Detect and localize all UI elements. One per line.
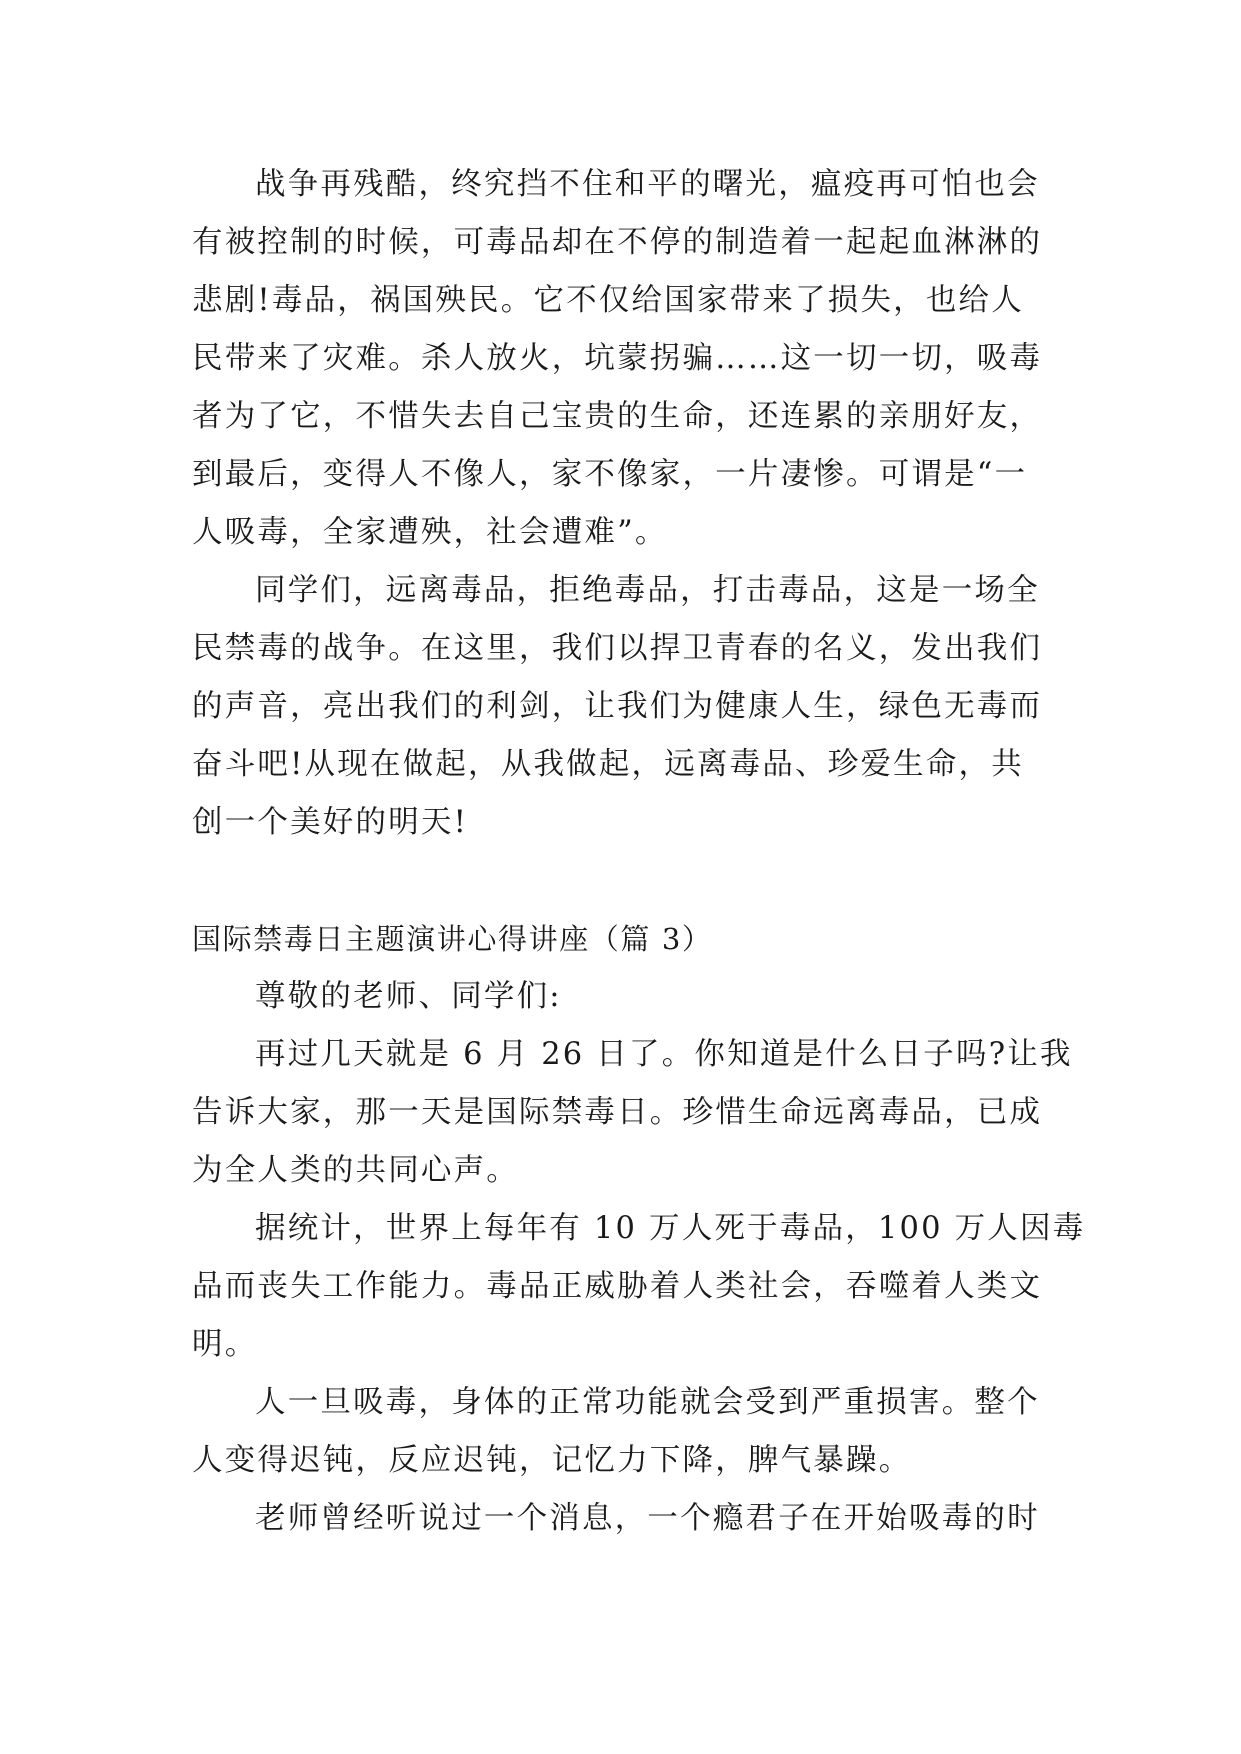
text-line: 再过几天就是 6 月 26 日了。你知道是什么日子吗?让我 bbox=[255, 1037, 1073, 1072]
text-line: 明。 bbox=[192, 1327, 258, 1362]
paragraph bbox=[192, 156, 1052, 562]
text-line: 民禁毒的战争。在这里，我们以捍卫青春的名义，发出我们 bbox=[192, 631, 1043, 666]
text-line: 到最后，变得人不像人，家不像家，一片凄惨。可谓是“一 bbox=[192, 457, 1028, 492]
text-line: 人一旦吸毒，身体的正常功能就会受到严重损害。整个 bbox=[255, 1385, 1040, 1420]
text-line: 老师曾经听说过一个消息，一个瘾君子在开始吸毒的时 bbox=[255, 1501, 1040, 1536]
text-line: 者为了它，不惜失去自己宝贵的生命，还连累的亲朋好友， bbox=[192, 399, 1043, 434]
section-heading: 国际禁毒日主题演讲心得讲座（篇 3） bbox=[192, 922, 713, 956]
text-line: 为全人类的共同心声。 bbox=[192, 1153, 519, 1188]
text-line: 创一个美好的明天! bbox=[192, 805, 469, 840]
text-line: 的声音，亮出我们的利剑，让我们为健康人生，绿色无毒而 bbox=[192, 689, 1043, 724]
paragraph bbox=[192, 1026, 1073, 1200]
text-line: 品而丧失工作能力。毒品正威胁着人类社会，吞噬着人类文 bbox=[192, 1269, 1043, 1304]
paragraph bbox=[192, 1490, 1052, 1548]
text-line: 悲剧!毒品，祸国殃民。它不仅给国家带来了损失，也给人 bbox=[192, 283, 1024, 318]
paragraph bbox=[192, 1374, 1052, 1490]
text-line: 战争再残酷，终究挡不住和平的曙光，瘟疫再可怕也会 bbox=[255, 167, 1040, 202]
paragraph bbox=[192, 1200, 1086, 1374]
text-line: 有被控制的时候，可毒品却在不停的制造着一起起血淋淋的 bbox=[192, 225, 1043, 260]
text-line: 民带来了灾难。杀人放火，坑蒙拐骗……这一切一切，吸毒 bbox=[192, 341, 1043, 376]
text-line: 人吸毒，全家遭殃，社会遭难”。 bbox=[192, 515, 668, 550]
text-line: 告诉大家，那一天是国际禁毒日。珍惜生命远离毒品，已成 bbox=[192, 1095, 1043, 1130]
spacer bbox=[192, 852, 1052, 910]
greeting: 尊敬的老师、同学们: bbox=[255, 979, 562, 1014]
text-line: 据统计，世界上每年有 10 万人死于毒品，100 万人因毒 bbox=[255, 1211, 1086, 1246]
document-body bbox=[192, 156, 1086, 1548]
text-line: 同学们，远离毒品，拒绝毒品，打击毒品，这是一场全 bbox=[255, 573, 1040, 608]
text-line: 人变得迟钝，反应迟钝，记忆力下降，脾气暴躁。 bbox=[192, 1443, 912, 1478]
text-line: 奋斗吧!从现在做起，从我做起，远离毒品、珍爱生命，共 bbox=[192, 747, 1024, 782]
paragraph bbox=[192, 562, 1052, 852]
